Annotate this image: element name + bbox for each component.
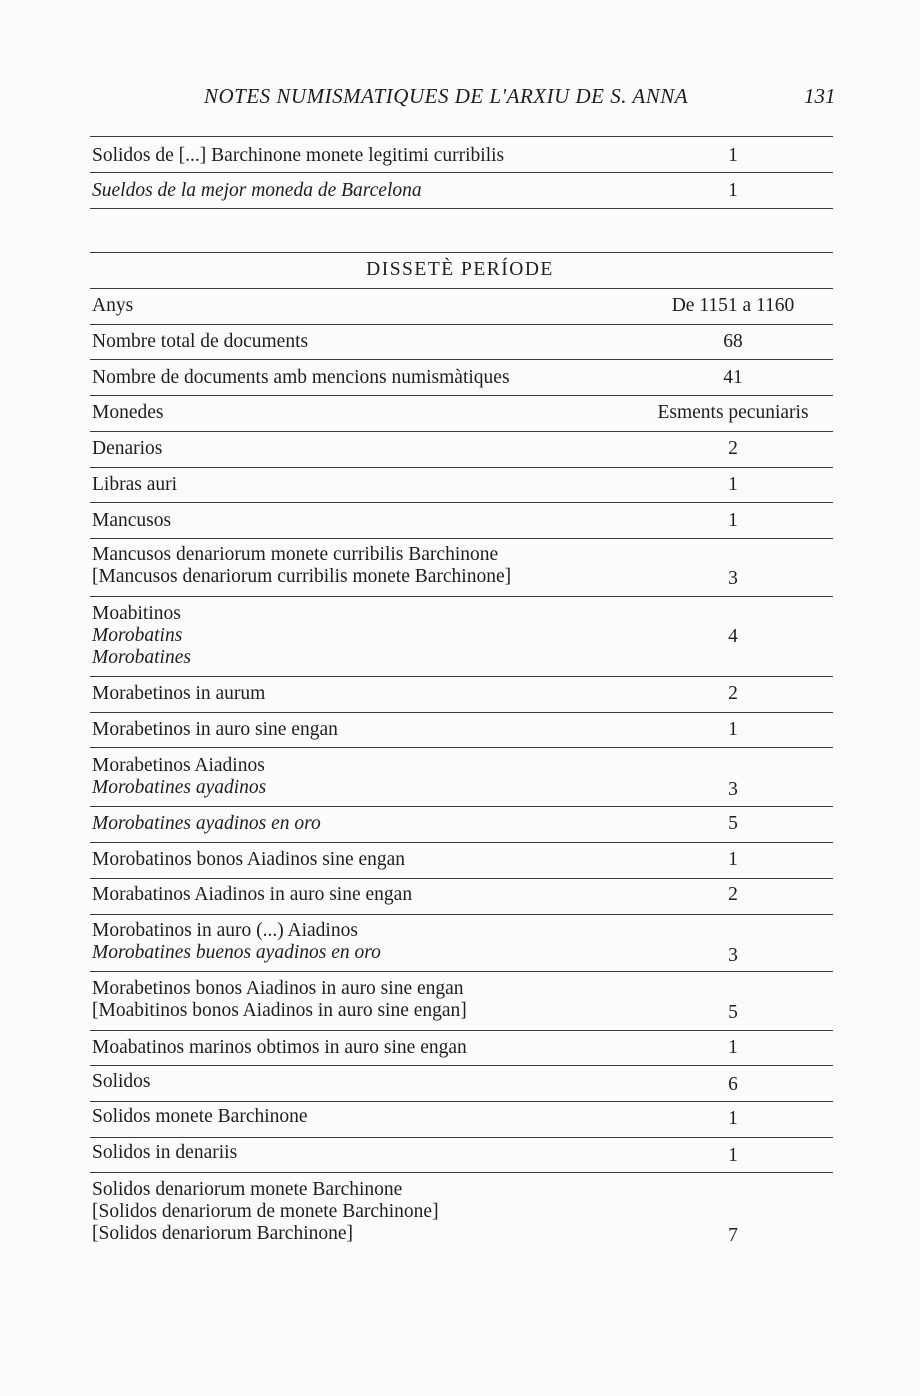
running-header (0, 84, 920, 114)
row-label: Morobatinos bonos Aiadinos sine engan (92, 849, 406, 870)
years-value: De 1151 a 1160 (671, 295, 795, 316)
table-rule (90, 538, 833, 539)
table-rule (90, 806, 833, 807)
numis-docs-value: 41 (723, 367, 743, 388)
row-value: 2 (728, 438, 738, 459)
row-value: 3 (728, 945, 738, 966)
row-value: 5 (728, 1002, 738, 1023)
table-rule (90, 431, 833, 432)
row-label: Mancusos (92, 510, 172, 531)
row-label-line: Morobatins (92, 625, 183, 646)
table-rule (90, 208, 833, 209)
numis-docs-label: Nombre de documents amb mencions numismàtiques (92, 367, 510, 388)
row-label: Solidos de [...] Barchinone monete legitimi curribilis (92, 145, 505, 166)
section-title: DISSETÈ PERÍODE (366, 259, 554, 280)
row-value: 1 (728, 1108, 738, 1129)
table-rule (90, 1101, 833, 1102)
row-value: 1 (728, 180, 738, 201)
row-label: Morabetinos in aurum (92, 683, 266, 704)
row-label: Sueldos de la mejor moneda de Barcelona (92, 180, 422, 201)
row-value: 4 (728, 626, 738, 647)
row-label-line: Morobatines ayadinos (92, 777, 267, 798)
table-rule (90, 596, 833, 597)
table-rule (90, 136, 833, 137)
row-label-line: [Solidos denariorum de monete Barchinone] (92, 1201, 439, 1222)
row-label: Moabatinos marinos obtimos in auro sine engan (92, 1037, 467, 1058)
row-value: 6 (728, 1074, 738, 1095)
row-value: 3 (728, 779, 738, 800)
page-number: 131 (804, 84, 836, 108)
table-rule (90, 1137, 833, 1138)
row-label-line: [Moabitinos bonos Aiadinos in auro sine engan] (92, 1000, 467, 1021)
table-rule (90, 467, 833, 468)
coins-header-value: Esments pecuniaris (657, 402, 809, 423)
table-rule (90, 1065, 833, 1066)
row-label (92, 978, 467, 1022)
row-value: 5 (728, 813, 738, 834)
table-rule (90, 971, 833, 972)
row-value: 1 (728, 510, 738, 531)
table-rule (90, 252, 833, 253)
row-value: 1 (728, 1145, 738, 1166)
row-value: 1 (728, 719, 738, 740)
row-value: 7 (728, 1225, 738, 1246)
row-label: Solidos (92, 1071, 151, 1092)
row-label (92, 603, 191, 669)
row-value: 1 (728, 1037, 738, 1058)
years-label: Anys (92, 295, 134, 316)
row-value: 1 (728, 145, 738, 166)
row-label-line: [Mancusos denariorum curribilis monete Barchinone] (92, 566, 512, 587)
row-label: Morabetinos in auro sine engan (92, 719, 338, 740)
coins-header-label: Monedes (92, 402, 164, 423)
row-label: Libras auri (92, 474, 178, 495)
row-value: 1 (728, 849, 738, 870)
table-rule (90, 324, 833, 325)
total-docs-label: Nombre total de documents (92, 331, 309, 352)
table-rule (90, 288, 833, 289)
row-label-line: Moabitinos (92, 603, 181, 624)
table-rule (90, 676, 833, 677)
row-label-line: Morabetinos bonos Aiadinos in auro sine engan (92, 978, 464, 999)
row-value: 2 (728, 683, 738, 704)
row-label-line: Solidos denariorum monete Barchinone (92, 1179, 403, 1200)
row-value: 2 (728, 884, 738, 905)
table-rule (90, 878, 833, 879)
table-rule (90, 712, 833, 713)
row-label (92, 755, 266, 799)
total-docs-value: 68 (723, 331, 743, 352)
table-rule (90, 172, 833, 173)
table-rule (90, 1030, 833, 1031)
table-rule (90, 1172, 833, 1173)
table-rule (90, 395, 833, 396)
row-label (92, 544, 511, 588)
header-title: NOTES NUMISMATIQUES DE L'ARXIU DE S. ANNA (204, 84, 689, 108)
table-rule (90, 502, 833, 503)
row-label-line: Morobatinos in auro (...) Aiadinos (92, 920, 358, 941)
row-value: 3 (728, 568, 738, 589)
row-label: Solidos monete Barchinone (92, 1106, 308, 1127)
table-rule (90, 842, 833, 843)
row-label: Solidos in denariis (92, 1142, 238, 1163)
row-label (92, 1179, 439, 1245)
row-label: Denarios (92, 438, 163, 459)
row-label-line: Morobatines (92, 647, 191, 668)
row-label: Morabatinos Aiadinos in auro sine engan (92, 884, 413, 905)
row-label-line: [Solidos denariorum Barchinone] (92, 1223, 354, 1244)
table-rule (90, 914, 833, 915)
row-value: 1 (728, 474, 738, 495)
row-label-line: Mancusos denariorum monete curribilis Barchinone (92, 544, 499, 565)
table-rule (90, 747, 833, 748)
row-label-line: Morobatines buenos ayadinos en oro (92, 942, 381, 963)
table-rule (90, 359, 833, 360)
row-label (92, 920, 381, 964)
row-label-line: Morabetinos Aiadinos (92, 755, 265, 776)
row-label: Morobatines ayadinos en oro (92, 813, 321, 834)
